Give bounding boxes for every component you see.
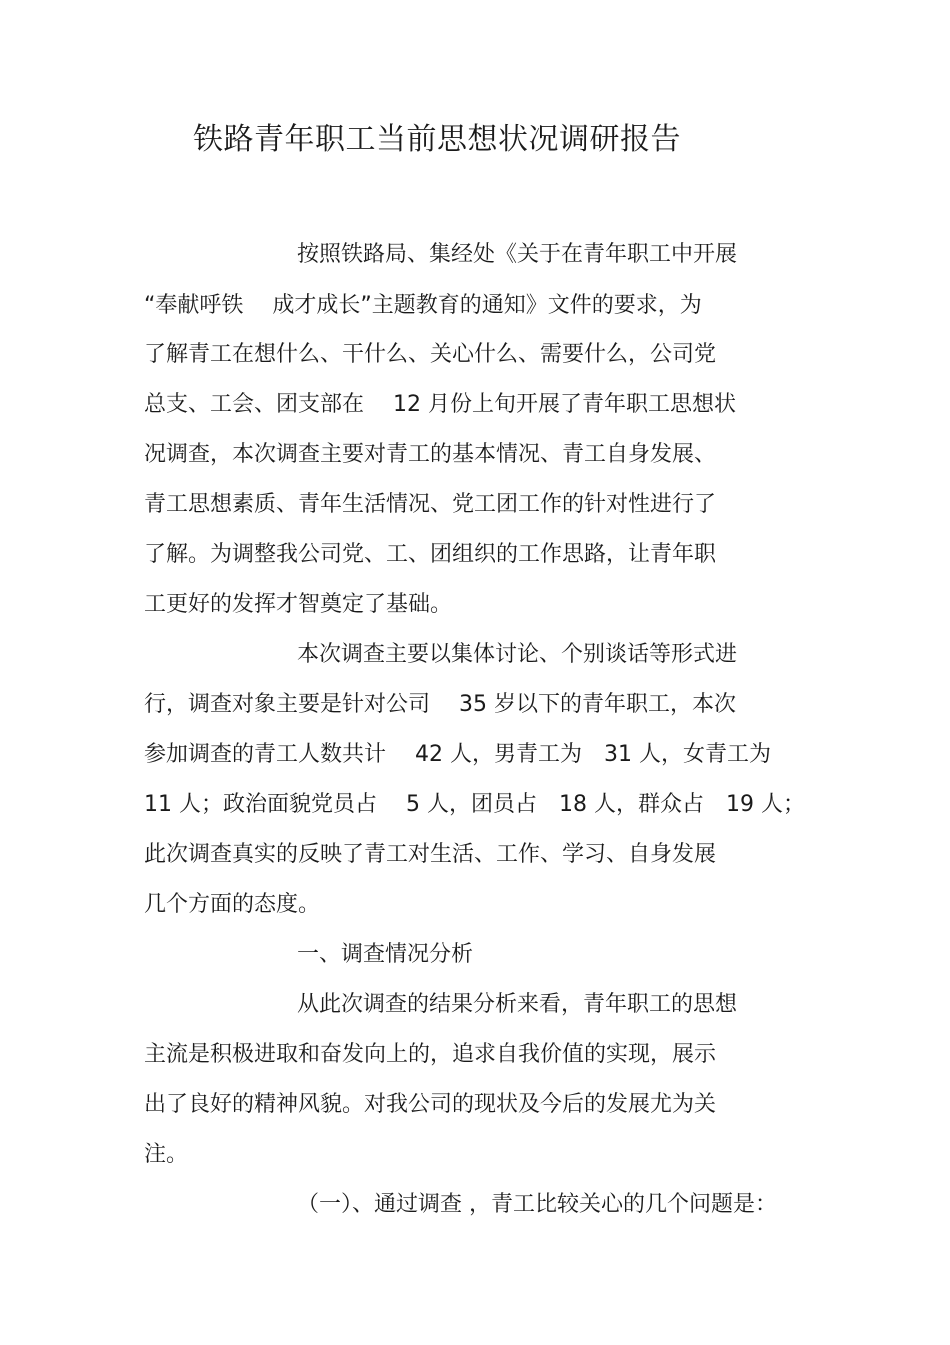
subsection-heading: （一）、通过调查 ，青工比较关心的几个问题是： (297, 1192, 777, 1217)
text-line: 此次调查真实的反映了青工对生活、工作、学习、自身发展 (144, 842, 717, 867)
text-line: 本次调查主要以集体讨论、个别谈话等形式进 (297, 642, 738, 667)
text-line: 工更好的发挥才智奠定了基础。 (144, 592, 453, 617)
text-line: 行，调查对象主要是针对公司 35 岁以下的青年职工，本次 (144, 692, 736, 717)
text-line: 了解青工在想什么、干什么、关心什么、需要什么，公司党 (144, 342, 717, 367)
text-line: 出了良好的精神风貌。对我公司的现状及今后的发展尤为关 (144, 1092, 717, 1117)
text-line: 从此次调查的结果分析来看，青年职工的思想 (297, 992, 738, 1017)
text-line: “奉献呼铁 成才成长”主题教育的通知》文件的要求，为 (144, 293, 702, 318)
text-line: 注。 (144, 1142, 189, 1167)
text-line: 总支、工会、团支部在 12 月份上旬开展了青年职工思想状 (144, 392, 736, 417)
text-line: 参加调查的青工人数共计 42 人，男青工为 31 人，女青工为 (144, 742, 771, 767)
text-line: 11 人；政治面貌党员占 5 人，团员占 18 人，群众占 19 人； (144, 792, 805, 817)
text-line: 按照铁路局、集经处《关于在青年职工中开展 (297, 242, 738, 267)
text-line: 了解。为调整我公司党、工、团组织的工作思路，让青年职 (144, 542, 717, 567)
text-line: 几个方面的态度。 (144, 892, 321, 917)
text-line: 况调查，本次调查主要对青工的基本情况、青工自身发展、 (144, 442, 717, 467)
section-heading: 一、调查情况分析 (297, 942, 474, 967)
text-line: 青工思想素质、青年生活情况、党工团工作的针对性进行了 (144, 492, 717, 517)
text-line: 主流是积极进取和奋发向上的，追求自我价值的实现，展示 (144, 1042, 717, 1067)
document-title: 铁路青年职工当前思想状况调研报告 (193, 122, 681, 157)
